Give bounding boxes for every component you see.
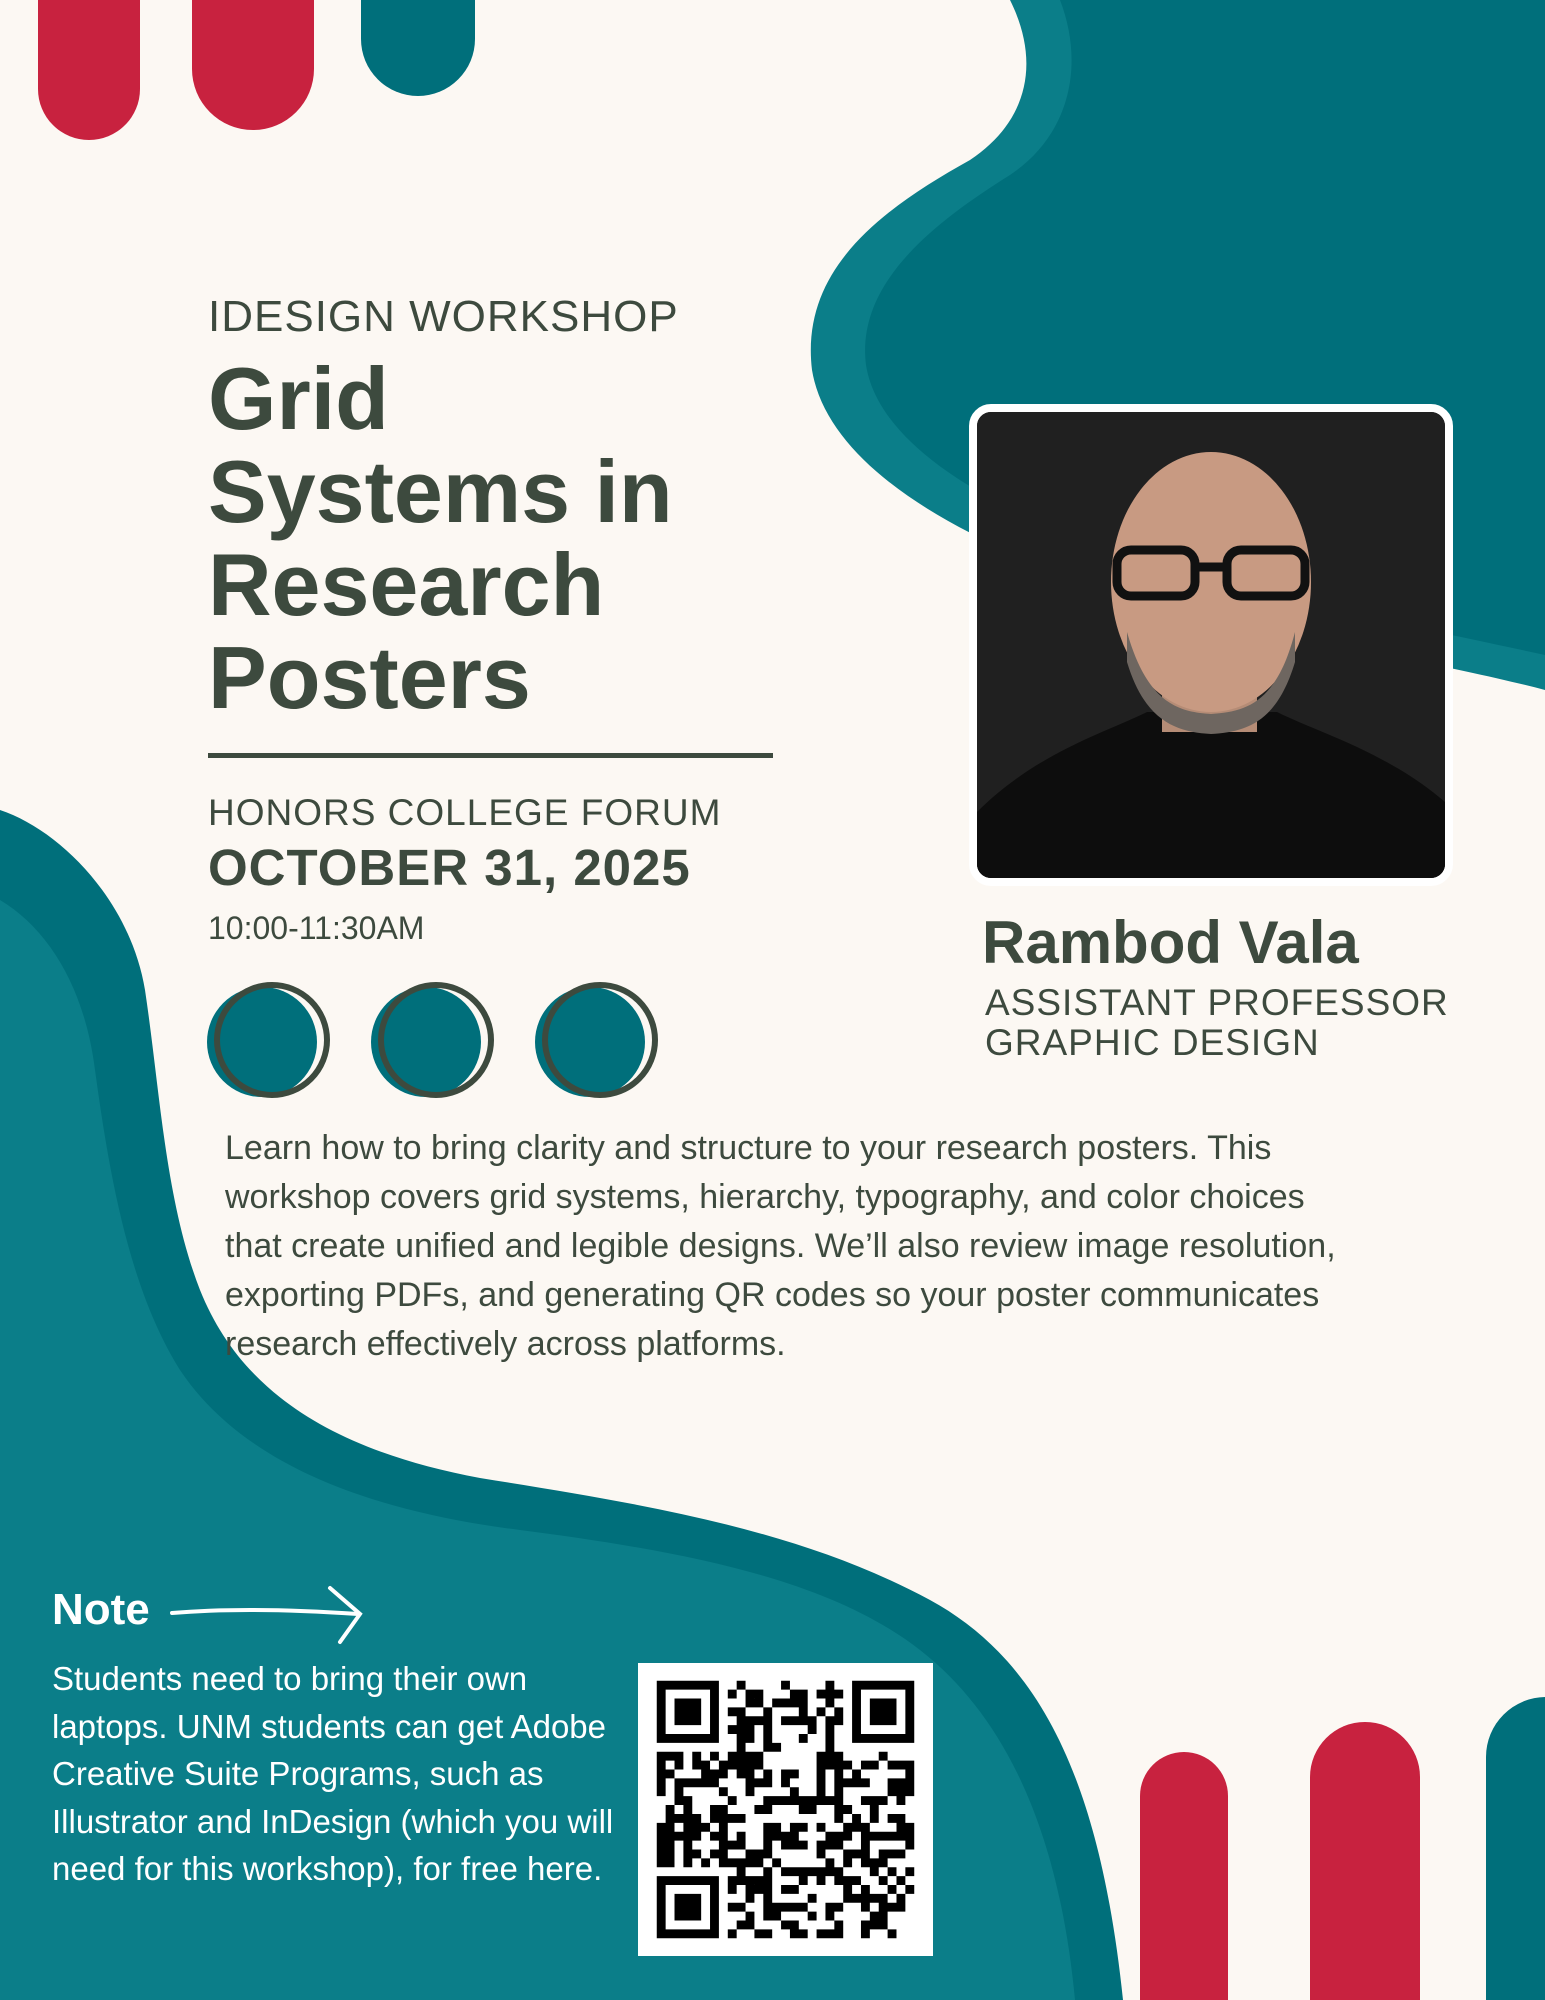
circle-icon [207, 987, 317, 1097]
qr-modules [657, 1681, 914, 1938]
teal-bar [361, 0, 475, 96]
note-heading: Note [52, 1585, 150, 1634]
teal-bar [1486, 1697, 1545, 2000]
red-bar [38, 0, 140, 140]
event-title: Grid Systems in Research Posters [208, 349, 673, 727]
speaker-name: Rambod Vala [982, 909, 1359, 976]
note-body: Students need to bring their own laptops. UNM students can get Adobe Creative Suite Programs, such as Illustrator and InDesign (which you will need for this workshop), for free here. [52, 1660, 614, 1887]
qr-code[interactable] [638, 1663, 933, 1956]
red-bar [1310, 1722, 1420, 2000]
divider [208, 753, 773, 758]
event-date: OCTOBER 31, 2025 [208, 839, 691, 896]
speaker-photo [969, 404, 1453, 886]
speaker-title: ASSISTANT PROFESSOR [985, 982, 1449, 1023]
circle-icon [371, 987, 481, 1097]
red-bar [1140, 1752, 1228, 2000]
event-venue: HONORS COLLEGE FORUM [208, 792, 722, 833]
decorative-circles [207, 985, 655, 1097]
circle-icon [535, 987, 645, 1097]
event-description: Learn how to bring clarity and structure to your research posters. This workshop covers grid systems, hierarchy, typography, and color choices that create unified and legible designs. We’ll also review image resolution, exporting PDFs, and generating QR codes so your poster communicates research effectively across platforms. [225, 1129, 1336, 1363]
speaker-department: GRAPHIC DESIGN [985, 1022, 1320, 1063]
event-kicker: IDESIGN WORKSHOP [208, 292, 679, 341]
red-bar [192, 0, 314, 130]
event-time: 10:00-11:30AM [208, 910, 425, 946]
